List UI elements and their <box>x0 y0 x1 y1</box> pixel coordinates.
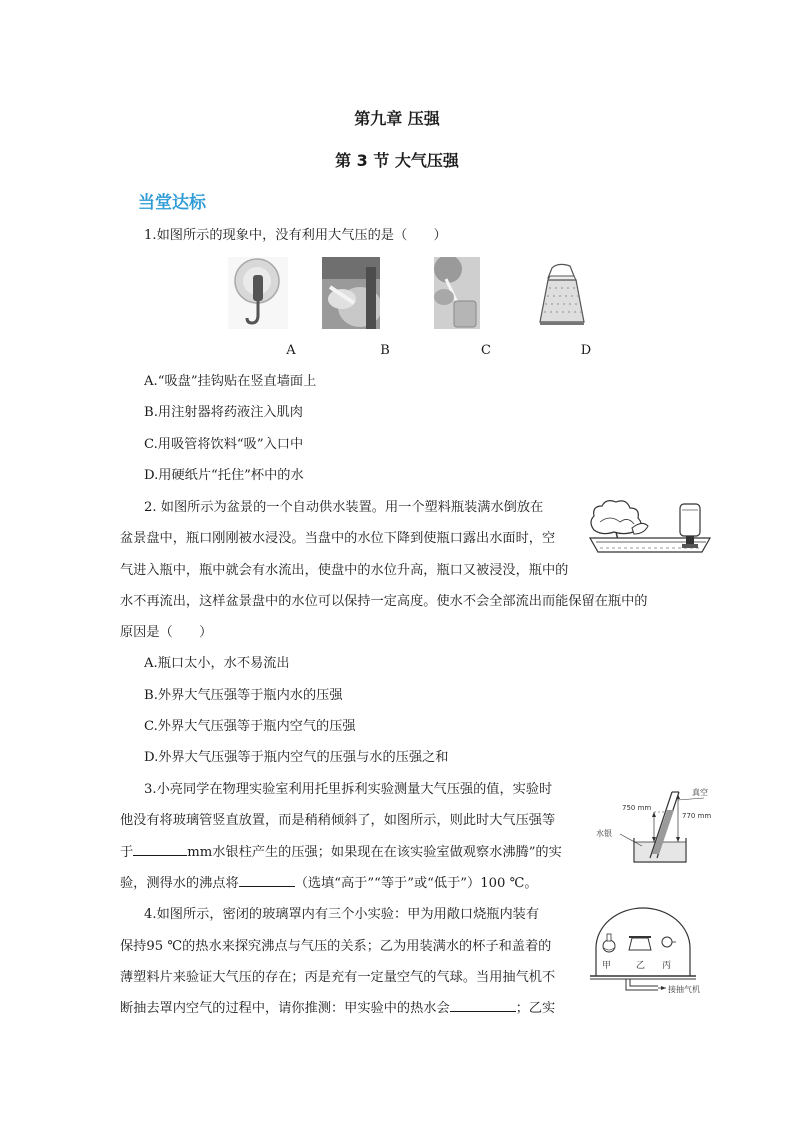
q3-line-2: 他没有将玻璃管竖直放置，而是稍稍倾斜了，如图所示，则此时大气压强等 <box>120 813 556 828</box>
q4-figure-bing-label: 丙 <box>662 961 672 971</box>
q3-line-4-prefix: 验，测得水的沸点将 <box>120 876 239 891</box>
q1-stem: 1.如图所示的现象中，没有利用大气压的是（ ） <box>144 228 447 243</box>
q3-line-3 <box>120 837 562 869</box>
q3-line-3-suffix: mm水银柱产生的压强；如果现在在该实验室做观察水沸腾”的实 <box>187 845 562 860</box>
q3-line-4-suffix: （选填“高于”“等于”或“低于”）100 ℃。 <box>294 876 538 891</box>
paper-card-cup-image <box>536 262 586 326</box>
q4-line-4 <box>120 993 555 1025</box>
q1-figure-label-c: C <box>481 343 491 358</box>
bell-jar-figure <box>588 904 718 996</box>
q2-line-4: 水不再流出，这样盆景盘中的水位可以保持一定高度。使水不会全部流出而能保留在瓶中的 <box>120 594 648 609</box>
q3-figure-mercury-label: 水银 <box>596 829 612 838</box>
q3-figure-vacuum-label: 真空 <box>692 788 708 797</box>
q3-blank-pressure[interactable] <box>133 841 187 856</box>
q1-figure-label-d: D <box>580 343 592 358</box>
q4-line-3: 薄塑料片来验证大气压的存在；丙是充有一定量空气的气球。当用抽气机不 <box>120 970 556 985</box>
torricelli-experiment-figure <box>594 786 724 866</box>
q2-option-c: C.外界大气压强等于瓶内空气的压强 <box>144 719 356 734</box>
q1-option-b: B.用注射器将药液注入肌肉 <box>144 405 303 420</box>
q4-line-1: 4.如图所示，密闭的玻璃罩内有三个小实验：甲为用敞口烧瓶内装有 <box>144 907 540 922</box>
q2-line-5: 原因是（ ） <box>120 625 213 640</box>
q1-option-a: A.“吸盘”挂钩贴在竖直墙面上 <box>144 374 317 389</box>
q1-option-d: D.用硬纸片“托住”杯中的水 <box>144 468 304 483</box>
practice-heading: 当堂达标 <box>138 193 206 213</box>
q1-option-c: C.用吸管将饮料“吸”入口中 <box>144 437 304 452</box>
q3-line-1: 3.小亮同学在物理实验室利用托里拆利实验测量大气压强的值，实验时 <box>144 782 553 797</box>
q4-blank-hot-water[interactable] <box>450 997 516 1012</box>
syringe-injection-image <box>322 257 380 329</box>
suction-hook-image <box>228 257 288 329</box>
q3-blank-boiling-point[interactable] <box>239 872 295 887</box>
q2-option-a: A.瓶口太小，水不易流出 <box>144 656 290 671</box>
q2-option-b: B.外界大气压强等于瓶内水的压强 <box>144 688 343 703</box>
q3-line-3-prefix: 于 <box>120 845 134 860</box>
q2-option-d: D.外界大气压强等于瓶内空气的压强与水的压强之和 <box>144 750 449 765</box>
q4-figure-jia-label: 甲 <box>602 961 612 971</box>
q4-figure-yi-label: 乙 <box>636 961 646 971</box>
q4-line-4-suffix: ；乙实 <box>515 1001 556 1016</box>
q4-figure-pump-label: 接抽气机 <box>668 985 700 994</box>
q3-figure-770-label: 770 mm <box>682 812 712 820</box>
q4-line-2: 保持95 ℃的热水来探究沸点与气压的关系；乙为用装满水的杯子和盖着的 <box>120 939 552 954</box>
q2-line-1: 2. 如图所示为盆景的一个自动供水装置。用一个塑料瓶装满水倒放在 <box>144 500 544 515</box>
section-title: 第 3 节 大气压强 <box>335 151 459 170</box>
q1-figure-label-a: A <box>286 343 296 358</box>
q1-figure-label-b: B <box>380 343 390 358</box>
q3-line-4 <box>120 868 538 900</box>
q4-line-4-prefix: 断抽去罩内空气的过程中，请你推测：甲实验中的热水会 <box>120 1001 450 1016</box>
chapter-title: 第九章 压强 <box>354 109 440 128</box>
bonsai-water-supply-figure <box>586 494 714 558</box>
q3-figure-750-label: 750 mm <box>622 804 652 812</box>
q2-line-3: 气进入瓶中，瓶中就会有水流出，使盘中的水位升高，瓶口又被浸没，瓶中的 <box>120 563 569 578</box>
q2-line-2: 盆景盘中，瓶口刚刚被水浸没。当盘中的水位下降到使瓶口露出水面时，空 <box>120 531 556 546</box>
straw-drinking-image <box>434 257 480 329</box>
